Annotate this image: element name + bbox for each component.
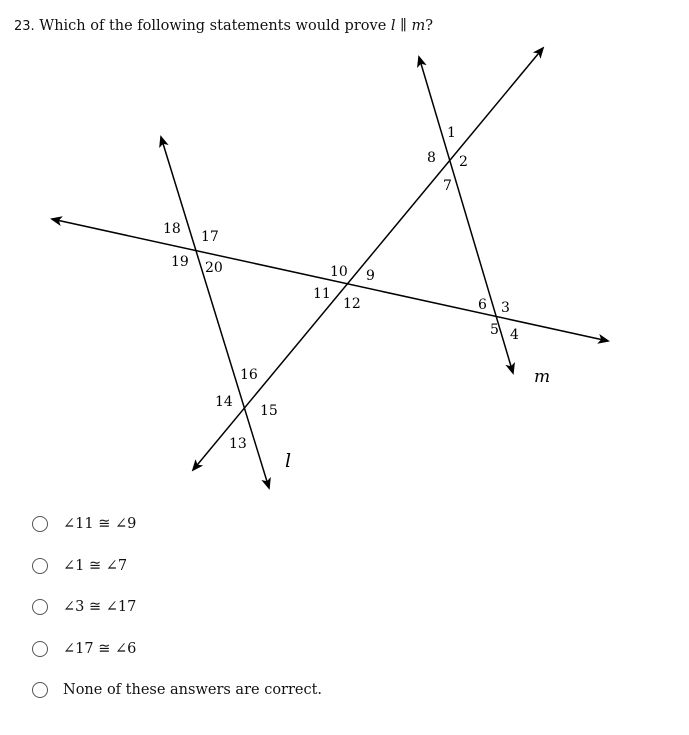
geometry-figure (0, 40, 689, 500)
line-l-label: l (285, 450, 292, 472)
angle-label-14: 14 (215, 394, 233, 410)
angle-label-2: 2 (459, 154, 468, 170)
choice-label: ∠17 ≅ ∠6 (63, 640, 137, 657)
choice-label: ∠3 ≅ ∠17 (63, 599, 137, 615)
transversal-horizontal (52, 219, 608, 341)
radio-button[interactable] (32, 516, 48, 532)
angle-label-15: 15 (260, 403, 278, 419)
line-l (161, 137, 269, 488)
angle-label-1: 1 (447, 125, 456, 141)
line-m-label: m (534, 367, 551, 387)
choice-label: ∠11 ≅ ∠9 (63, 516, 137, 532)
choice-label: None of these answers are correct. (63, 682, 323, 698)
question-prompt: Which of the following statements would prove (34, 18, 391, 34)
question-number: 23. (14, 19, 35, 34)
radio-button[interactable] (32, 558, 48, 574)
angle-label-11: 11 (313, 286, 331, 302)
question-text (14, 18, 433, 34)
angle-label-5: 5 (490, 322, 499, 338)
radio-button[interactable] (32, 599, 48, 615)
choice-label: ∠1 ≅ ∠7 (63, 557, 128, 574)
angle-label-17: 17 (201, 229, 219, 245)
angle-label-20: 20 (205, 260, 223, 276)
question-end: ? (425, 18, 433, 34)
angle-label-7: 7 (443, 178, 452, 194)
angle-label-8: 8 (427, 150, 436, 166)
angle-label-9: 9 (366, 268, 375, 284)
angle-label-16: 16 (240, 367, 258, 383)
angle-label-4: 4 (510, 327, 519, 343)
angle-label-12: 12 (343, 296, 361, 312)
radio-button[interactable] (32, 682, 48, 698)
angle-label-13: 13 (229, 436, 247, 452)
angle-label-3: 3 (501, 300, 510, 316)
angle-label-6: 6 (478, 297, 487, 313)
parallel-symbol: ∥ (395, 18, 412, 34)
transversal-diagonal (193, 48, 543, 470)
radio-button[interactable] (32, 641, 48, 657)
line-l-symbol: l (390, 18, 396, 34)
angle-label-18: 18 (163, 221, 181, 237)
line-m-symbol: m (411, 18, 426, 34)
angle-label-10: 10 (330, 264, 348, 280)
angle-label-19: 19 (171, 254, 189, 270)
